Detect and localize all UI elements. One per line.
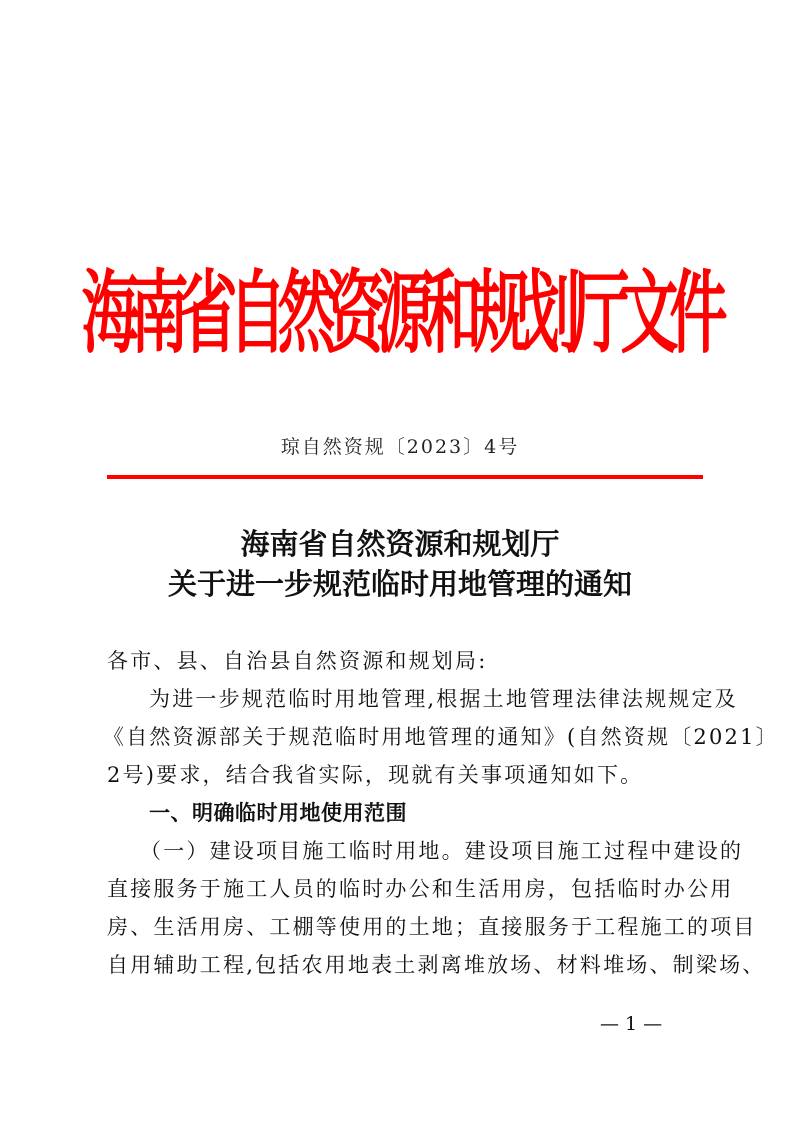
- body-line: 自用辅助工程,包括农用地表土剥离堆放场、材料堆场、制梁场、: [107, 953, 766, 977]
- document-title-line-1: 海南省自然资源和规划厅: [240, 527, 560, 561]
- body-line: 房、生活用房、工棚等使用的土地；直接服务于工程施工的项目: [107, 915, 757, 939]
- salutation: 各市、县、自治县自然资源和规划局:: [107, 649, 488, 673]
- body-line: 直接服务于施工人员的临时办公和生活用房，包括临时办公用: [107, 877, 734, 901]
- body-line: 2号)要求，结合我省实际，现就有关事项通知如下。: [107, 763, 644, 787]
- body-line: （一）建设项目施工临时用地。建设项目施工过程中建设的: [140, 839, 744, 863]
- body-line: 《自然资源部关于规范临时用地管理的通知》(自然资规〔2021〕: [103, 725, 779, 749]
- document-masthead: 海南省自然资源和规划厅文件: [81, 260, 719, 366]
- section-heading: 一、明确临时用地使用范围: [149, 801, 407, 825]
- document-title-line-2: 关于进一步规范临时用地管理的通知: [167, 567, 632, 601]
- red-separator-rule: [107, 475, 703, 479]
- document-number: 琼自然资规〔2023〕4号: [280, 436, 520, 458]
- page-number: — 1 —: [600, 1013, 663, 1035]
- body-line: 为进一步规范临时用地管理,根据土地管理法律法规规定及: [149, 687, 738, 711]
